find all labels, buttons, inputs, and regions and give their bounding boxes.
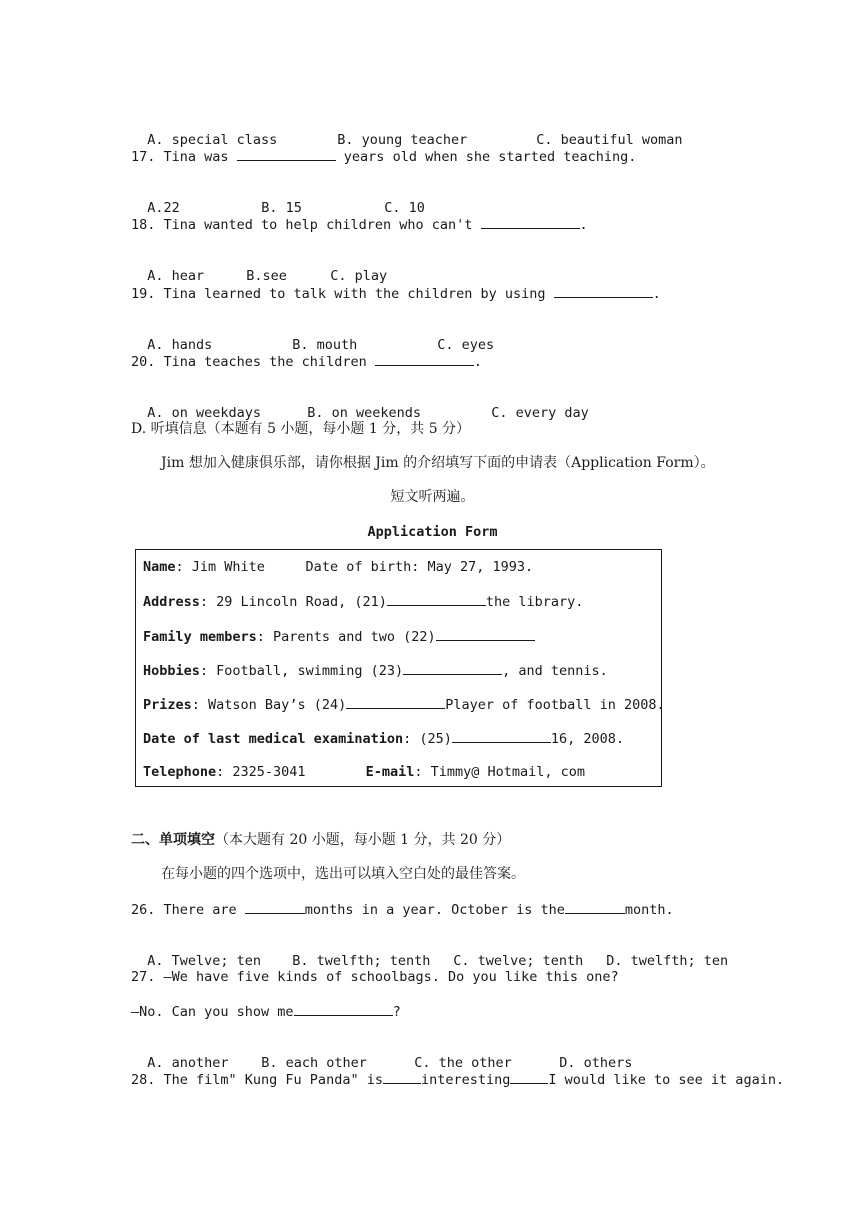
answer-blank-23[interactable] <box>403 661 502 675</box>
question-19 <box>131 284 661 303</box>
option-a: A. special class <box>147 132 278 148</box>
question-text: 18. Tina wanted to help children who can't <box>131 217 481 233</box>
field-label: Hobbies <box>143 663 200 679</box>
option-d: D. twelfth; ten <box>606 953 729 969</box>
option-c: C. beautiful woman <box>536 132 683 148</box>
field-label: E-mail <box>365 764 415 780</box>
question-27: 27. —We have five kinds of schoolbags. Do you like this one? <box>131 969 619 985</box>
section-d-heading: D. 听填信息（本题有 5 小题，每小题 1 分，共 5 分） <box>131 421 471 437</box>
form-row-hobbies <box>143 661 608 680</box>
form-row-address <box>143 592 583 611</box>
question-text: . <box>579 217 588 233</box>
option-a: A. another <box>147 1055 229 1071</box>
section-d-instruction: Jim 想加入健康俱乐部，请你根据 Jim 的介绍填写下面的申请表（Application Form）。 <box>161 455 715 471</box>
answer-blank[interactable] <box>383 1070 421 1084</box>
field-value: 16, 2008. <box>550 731 625 747</box>
field-value: : Watson Bay’s (24) <box>191 697 347 713</box>
q27-options <box>131 1036 632 1072</box>
form-row-contact <box>143 763 585 781</box>
option-d: D. others <box>559 1055 633 1071</box>
form-row-prizes <box>143 695 665 714</box>
q16-options <box>131 113 683 149</box>
field-value: : Football, swimming (23) <box>199 663 404 679</box>
option-b: B. 15 <box>261 200 302 216</box>
form-row-family <box>143 627 535 646</box>
question-20 <box>131 352 482 371</box>
answer-blank-22[interactable] <box>436 627 535 641</box>
option-a: A. on weekdays <box>147 405 262 421</box>
field-label: Telephone <box>143 764 217 780</box>
answer-blank[interactable] <box>375 352 474 366</box>
field-value: : Timmy@ Hotmail, com <box>414 764 586 780</box>
question-text: interesting <box>420 1072 511 1088</box>
option-c: C. eyes <box>437 337 495 353</box>
question-text: 26. There are <box>131 902 245 918</box>
q26-options <box>131 934 728 970</box>
option-b: B. on weekends <box>307 405 422 421</box>
field-value: : 29 Lincoln Road, (21) <box>199 594 387 610</box>
answer-blank[interactable] <box>245 900 305 914</box>
question-text: years old when she started teaching. <box>335 149 637 165</box>
option-b: B. young teacher <box>337 132 468 148</box>
form-row-name <box>143 558 533 576</box>
option-a: A.22 <box>147 200 180 216</box>
option-b: B. twelfth; tenth <box>292 953 431 969</box>
field-value: : Jim White Date of birth: May 27, 1993. <box>175 559 534 575</box>
question-text: —No. Can you show me <box>131 1004 294 1020</box>
field-value: : (25) <box>403 731 452 747</box>
application-form <box>135 549 665 787</box>
question-text: 28. The film" Kung Fu Panda" is <box>131 1072 383 1088</box>
question-text: I would like to see it again. <box>548 1072 785 1088</box>
answer-blank-25[interactable] <box>452 729 551 743</box>
option-b: B. each other <box>261 1055 367 1071</box>
form-row-medical <box>143 729 624 748</box>
field-label: Address <box>143 594 200 610</box>
question-text: 17. Tina was <box>131 149 237 165</box>
option-b: B. mouth <box>292 337 358 353</box>
q18-options <box>131 249 387 285</box>
section-d-subtitle: 短文听两遍。 <box>390 489 475 505</box>
option-c: C. every day <box>491 405 589 421</box>
q19-options <box>131 318 494 354</box>
option-b: B.see <box>246 268 287 284</box>
field-label: Name <box>143 559 176 575</box>
question-28 <box>131 1070 784 1089</box>
answer-blank[interactable] <box>294 1002 393 1016</box>
field-label: Family members <box>143 629 257 645</box>
question-text: months in a year. October is the <box>304 902 565 918</box>
field-label: Prizes <box>143 697 192 713</box>
field-value: , and tennis. <box>502 663 608 679</box>
section-note: （本大题有 20 小题，每小题 1 分，共 20 分） <box>215 832 511 848</box>
option-c: C. play <box>330 268 388 284</box>
field-label: Date of last medical examination <box>143 731 404 747</box>
option-c: C. the other <box>414 1055 512 1071</box>
option-c: C. twelve; tenth <box>453 953 584 969</box>
answer-blank[interactable] <box>510 1070 548 1084</box>
question-text: 20. Tina teaches the children <box>131 354 375 370</box>
option-a: A. Twelve; ten <box>147 953 262 969</box>
question-27-reply <box>131 1002 401 1021</box>
question-text: month. <box>624 902 674 918</box>
question-17 <box>131 147 636 166</box>
answer-blank-24[interactable] <box>346 695 445 709</box>
answer-blank[interactable] <box>481 215 580 229</box>
field-value: : 2325-3041 <box>216 764 306 780</box>
q20-options <box>131 386 589 422</box>
section-2-heading <box>131 831 510 849</box>
field-value: the library. <box>485 594 584 610</box>
section-2-instruction: 在每小题的四个选项中，选出可以填入空白处的最佳答案。 <box>161 866 525 882</box>
answer-blank[interactable] <box>565 900 625 914</box>
section-title: 二、单项填空 <box>131 832 215 848</box>
question-18 <box>131 215 588 234</box>
field-value: Player of football in 2008. <box>445 697 665 713</box>
answer-blank[interactable] <box>237 147 336 161</box>
q17-options <box>131 181 425 217</box>
answer-blank[interactable] <box>554 284 653 298</box>
option-c: C. 10 <box>384 200 425 216</box>
answer-blank-21[interactable] <box>387 592 486 606</box>
form-title: Application Form <box>367 524 498 540</box>
question-text: . <box>652 286 661 302</box>
question-text: . <box>473 354 482 370</box>
field-value: : Parents and two (22) <box>256 629 436 645</box>
question-text: ? <box>392 1004 401 1020</box>
option-a: A. hands <box>147 337 213 353</box>
question-text: 19. Tina learned to talk with the children by using <box>131 286 554 302</box>
question-26 <box>131 900 674 919</box>
option-a: A. hear <box>147 268 205 284</box>
